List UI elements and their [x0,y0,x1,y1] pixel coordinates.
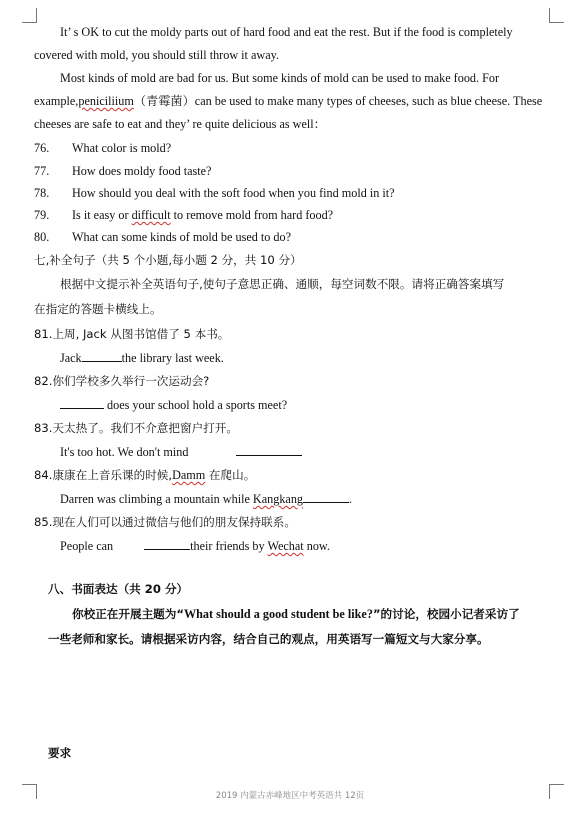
crop-mark-top-right [549,8,564,23]
passage-line: cheeses are safe to eat and they’ re quite delicious as well： [34,117,326,131]
item-84-prompt: 84.康康在上音乐课的时候,Damm 在爬山。 [34,468,256,482]
passage-line: Most kinds of mold are bad for us. But some kinds of mold can be used to make food. For [60,71,500,85]
section-8-heading: 八、书面表达（共 20 分） [48,582,189,596]
item-82-prompt: 82.你们学校多久举行一次运动会? [34,374,210,388]
answer-blank [144,538,190,550]
section-8-prompt: 你校正在开展主题为“What should a good student be like?”的讨论，校园小记者采访了 [72,607,520,621]
item-85-sentence: People can their friends by Wechat now. [60,539,330,553]
question-77: 77. How does moldy food taste? [34,164,212,178]
spellcheck-word: Damm [172,468,206,482]
section-8-prompt: 一些老师和家长。请根据采访内容，结合自己的观点，用英语写一篇短文与大家分享。 [48,632,489,646]
section-7-heading: 七,补全句子（共 5 个小题,每小题 2 分，共 10 分） [34,253,302,267]
answer-blank [60,397,104,409]
spellcheck-word: difficult [131,208,171,222]
question-80: 80. What can some kinds of mold be used to do? [34,230,291,244]
answer-blank [303,491,349,503]
item-81-prompt: 81.上周, Jack 从图书馆借了 5 本书。 [34,327,230,341]
passage-line: It’ s OK to cut the moldy parts out of hard food and eat the rest. But if the food is completely [60,25,513,39]
spellcheck-word: Wechat [267,539,304,553]
requirement-label: 要求 [48,746,72,760]
item-84-sentence: Darren was climbing a mountain while Kangkang . [60,492,353,506]
answer-blank [82,350,122,362]
spellcheck-word: Kangkang [252,492,304,506]
item-85-prompt: 85.现在人们可以通过微信与他们的朋友保持联系。 [34,515,296,529]
passage-line: example,peniciliium（青霉菌）can be used to make many types of cheeses, such as blue cheese. These [34,94,543,108]
passage-line: covered with mold, you should still throw it away. [34,48,279,62]
item-83-sentence: It's too hot. We don't mind [60,444,302,460]
question-76: 76. What color is mold? [34,141,172,155]
answer-blank [236,444,302,456]
spellcheck-word: peniciliium [78,94,134,108]
section-7-instruction: 在指定的答题卡横线上。 [34,302,162,316]
crop-mark-top-left [22,8,37,23]
question-79: 79. Is it easy or difficult to remove mold from hard food? [34,208,334,222]
section-7-instruction: 根据中文提示补全英语句子,使句子意思正确、通顺，每空词数不限。请将正确答案填写 [60,277,505,291]
page-footer: 2019 内蒙古赤峰地区中考英语共 12页 [215,791,365,801]
item-82-sentence: does your school hold a sports meet? [60,397,287,413]
question-78: 78. How should you deal with the soft food when you find mold in it? [34,186,395,200]
item-81-sentence: Jack the library last week. [60,351,224,365]
item-83-prompt: 83.天太热了。我们不介意把窗户打开。 [34,421,238,435]
